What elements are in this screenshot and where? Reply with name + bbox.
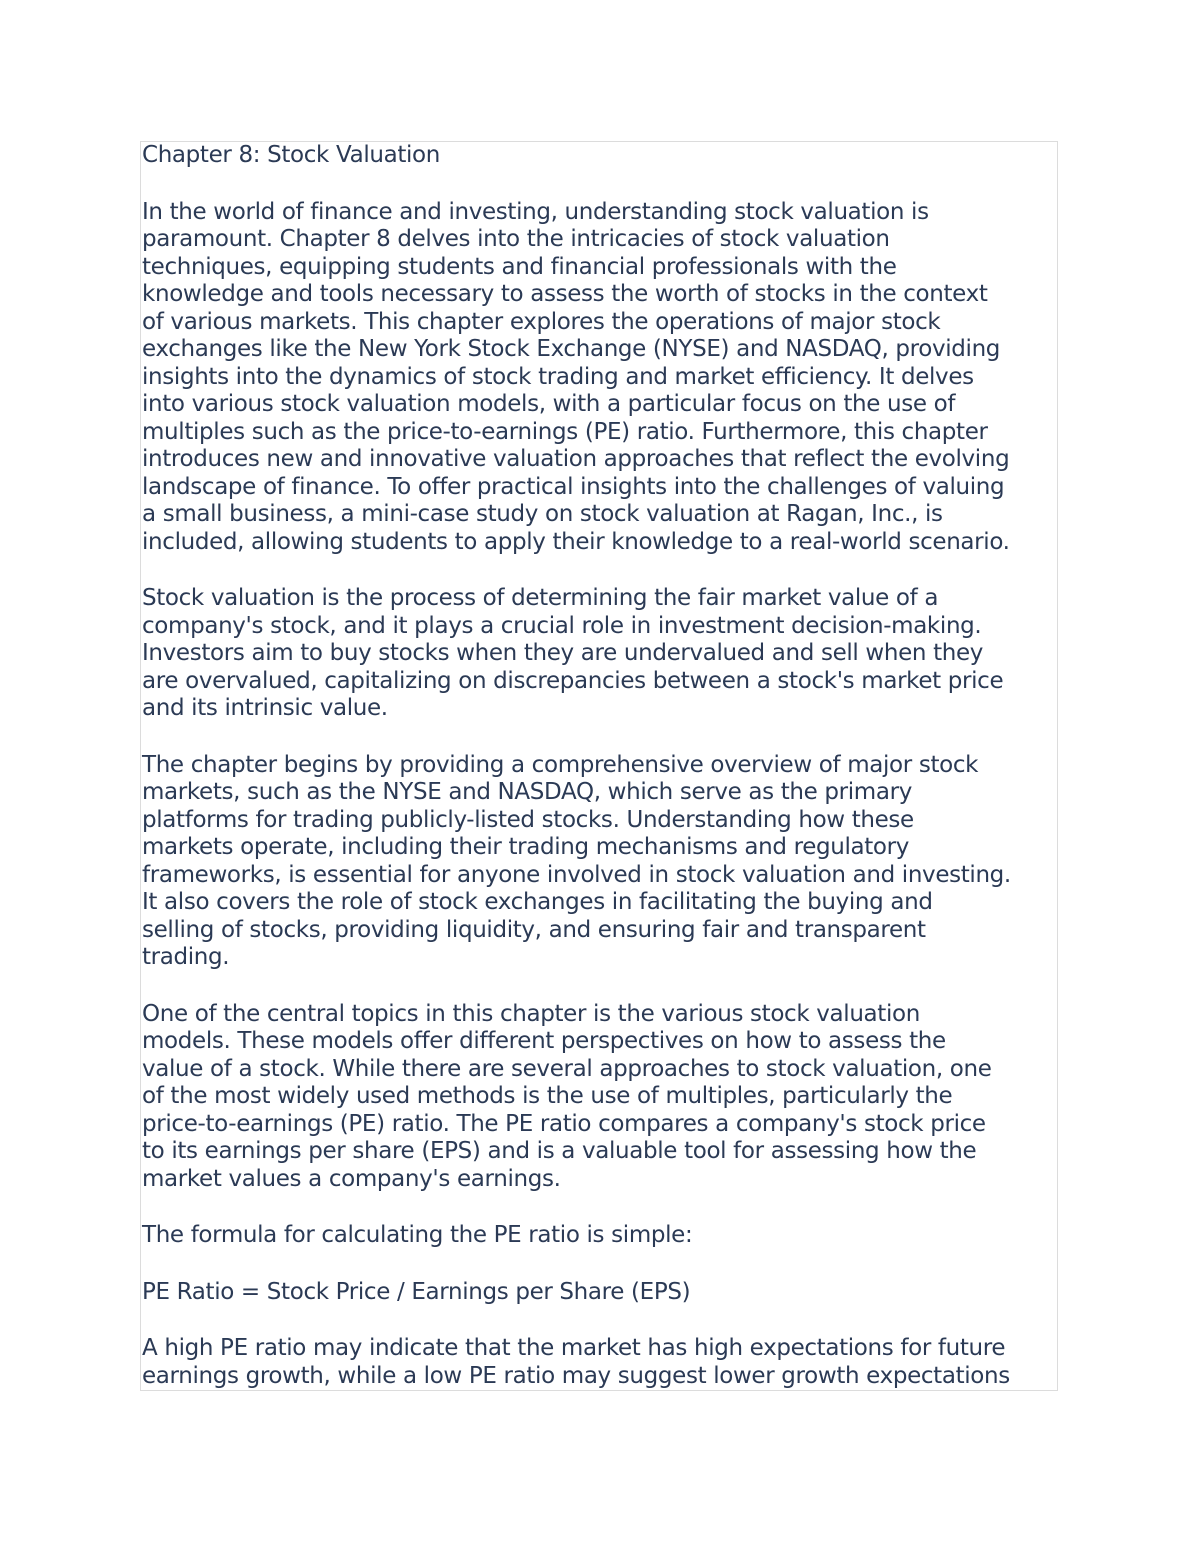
text-line: selling of stocks, providing liquidity, and ensuring fair and transparent <box>142 916 926 943</box>
text-line: In the world of finance and investing, understanding stock valuation is <box>142 198 929 225</box>
text-line: to its earnings per share (EPS) and is a valuable tool for assessing how the <box>142 1138 977 1164</box>
text-line: of various markets. This chapter explores the operations of major stock <box>142 308 941 335</box>
paragraph-interpretation <box>142 1335 1056 1390</box>
text-line: platforms for trading publicly-listed stocks. Understanding how these <box>142 806 914 833</box>
chapter-title: Chapter 8: Stock Valuation <box>142 142 440 168</box>
text-line: are overvalued, capitalizing on discrepancies between a stock's market price <box>142 667 1004 694</box>
text-line: techniques, equipping students and financial professionals with the <box>142 253 897 280</box>
text-line: One of the central topics in this chapter is the various stock valuation <box>142 1000 920 1027</box>
text-line: The chapter begins by providing a comprehensive overview of major stock <box>142 751 979 778</box>
text-line: exchanges like the New York Stock Exchange (NYSE) and NASDAQ, providing <box>142 336 1001 362</box>
text-line: introduces new and innovative valuation approaches that reflect the evolving <box>142 446 1010 472</box>
paragraph-definition <box>142 585 1056 723</box>
text-line: into various stock valuation models, with a particular focus on the use of <box>142 391 956 417</box>
text-line: company's stock, and it plays a crucial role in investment decision-making. <box>142 612 982 639</box>
text-line: of the most widely used methods is the use of multiples, particularly the <box>142 1083 953 1109</box>
text-line: Investors aim to buy stocks when they are undervalued and sell when they <box>142 640 984 666</box>
text-line: models. These models offer different perspectives on how to assess the <box>142 1028 946 1054</box>
text-line: multiples such as the price-to-earnings (PE) ratio. Furthermore, this chapter <box>142 418 988 445</box>
paragraph-models <box>142 1001 1056 1194</box>
paragraph-spacer <box>142 170 1056 199</box>
text-line: A high PE ratio may indicate that the market has high expectations for future <box>142 1335 1006 1361</box>
paragraph-spacer <box>142 1193 1056 1222</box>
text-line: market values a company's earnings. <box>142 1165 561 1192</box>
text-line: insights into the dynamics of stock trading and market efficiency. It delves <box>142 363 974 390</box>
text-line: landscape of finance. To offer practical insights into the challenges of valuing <box>142 473 1005 500</box>
paragraph-formula <box>142 1279 1056 1307</box>
paragraph-intro <box>142 199 1056 557</box>
text-line: earnings growth, while a low PE ratio may suggest lower growth expectations <box>142 1362 1010 1389</box>
text-line: markets operate, including their trading mechanisms and regulatory <box>142 834 910 860</box>
text-line: price-to-earnings (PE) ratio. The PE ratio compares a company's stock price <box>142 1110 986 1137</box>
text-line: It also covers the role of stock exchanges in facilitating the buying and <box>142 889 933 915</box>
paragraph-spacer <box>142 723 1056 752</box>
pe-ratio-formula: PE Ratio = Stock Price / Earnings per Share (EPS) <box>142 1278 691 1305</box>
text-line: frameworks, is essential for anyone involved in stock valuation and investing. <box>142 861 1011 888</box>
paragraph-spacer <box>142 1250 1056 1279</box>
text-line: knowledge and tools necessary to assess the worth of stocks in the context <box>142 281 988 307</box>
text-line: trading. <box>142 944 230 970</box>
paragraph-spacer <box>142 556 1056 585</box>
text-line: The formula for calculating the PE ratio is simple: <box>142 1222 693 1248</box>
text-line: value of a stock. While there are several approaches to stock valuation, one <box>142 1055 992 1082</box>
paragraph-formula-intro <box>142 1222 1056 1250</box>
text-line: Stock valuation is the process of determining the fair market value of a <box>142 585 939 611</box>
text-line: markets, such as the NYSE and NASDAQ, which serve as the primary <box>142 779 912 805</box>
paragraph-spacer <box>142 1306 1056 1335</box>
document-text-box <box>140 141 1058 1391</box>
text-line: and its intrinsic value. <box>142 695 388 721</box>
text-line: included, allowing students to apply their knowledge to a real-world scenario. <box>142 528 1010 555</box>
text-line: paramount. Chapter 8 delves into the intricacies of stock valuation <box>142 226 890 252</box>
paragraph-markets <box>142 752 1056 972</box>
paragraph-spacer <box>142 972 1056 1001</box>
text-line: a small business, a mini-case study on stock valuation at Ragan, Inc., is <box>142 501 943 527</box>
